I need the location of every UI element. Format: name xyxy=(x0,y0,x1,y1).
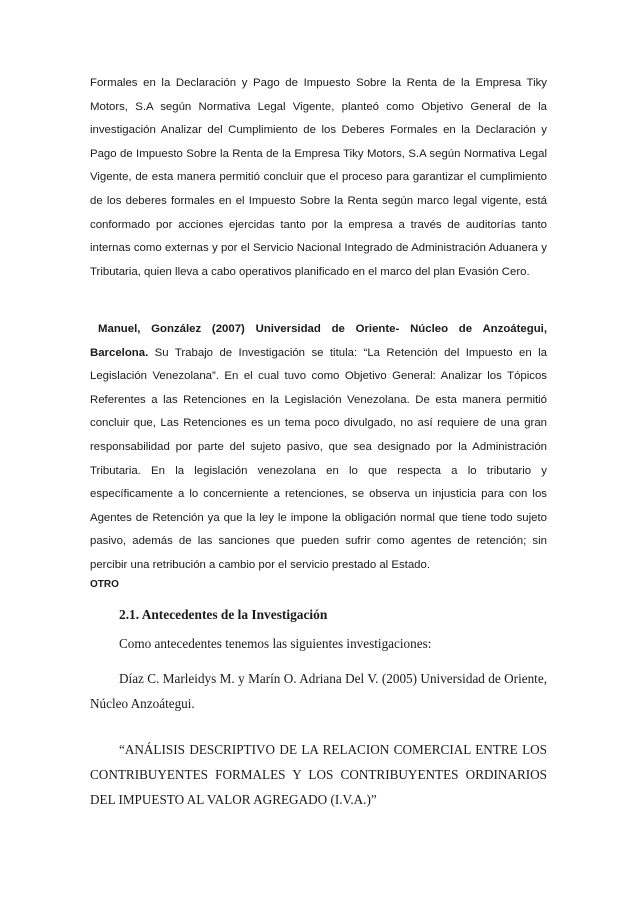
reference-diaz-marin: Díaz C. Marleidys M. y Marín O. Adriana Del V. (2005) Universidad de Oriente, Núcleo Anzoátegui. xyxy=(90,671,547,711)
paragraph-tiky-motors: Formales en la Declaración y Pago de Impuesto Sobre la Renta de la Empresa Tiky Motors, S.A según Normativa Legal Vigente, planteó como Objetivo General de la investigación Analizar del Cumplimiento de los Deberes Formales en la Declaración y Pago de Impuesto Sobre la Renta de la Empresa Tiky Motors, S.A según Normativa Legal Vigente, de esta manera permitió concluir que el proceso para garantizar el cumplimiento de los deberes formales en el Impuesto Sobre la Renta según marco legal vigente, está conformado por acciones ejercidas tanto por la empresa a través de auditorías tanto internas como externas y por el Servicio Nacional Integrado de Administración Aduanera y Tributaria, quien lleva a cabo operativos planificado en el marco del plan Evasión Cero. xyxy=(90,77,547,278)
section-heading: 2.1. Antecedentes de la Investigación xyxy=(119,607,328,622)
paragraph-gonzalez-body: Su Trabajo de Investigación se titula: “La Retención del Impuesto en la Legislación Venezolana”. En el cual tuvo como Objetivo General: Analizar los Tópicos Referentes a las Retenciones en la Legislación Venezolana. De esta manera permitió concluir que, Las Retenciones es un tema poco divulgado, no así requiere de una gran responsabilidad por parte del sujeto pasivo, que sea designado por la Administración Tributaria. En la legislación venezolana en lo que respecta a lo tributario y específicamente a lo concerniente a retenciones, se observa un injusticia para con los Agentes de Retención ya que la ley le impone la obligación normal que tiene todo sujeto pasivo, además de las sanciones que pueden sufrir como agentes de retención; sin percibir una retribución a cambio por el servicio prestado al Estado. xyxy=(90,346,547,571)
thesis-title: “ANÁLISIS DESCRIPTIVO DE LA RELACION COMERCIAL ENTRE LOS CONTRIBUYENTES FORMALES Y LOS CONTRIBUYENTES ORDINARIOS DEL IMPUESTO AL VALOR AGREGADO (I.V.A.)” xyxy=(90,742,547,807)
otro-label: OTRO xyxy=(90,579,119,590)
section-intro: Como antecedentes tenemos las siguientes investigaciones: xyxy=(119,636,432,651)
paragraph-gonzalez-author: Manuel, González (2007) Universidad de Oriente- Núcleo de Anzoátegui, Barcelona. xyxy=(90,323,547,359)
paragraph-gonzalez xyxy=(90,318,547,578)
